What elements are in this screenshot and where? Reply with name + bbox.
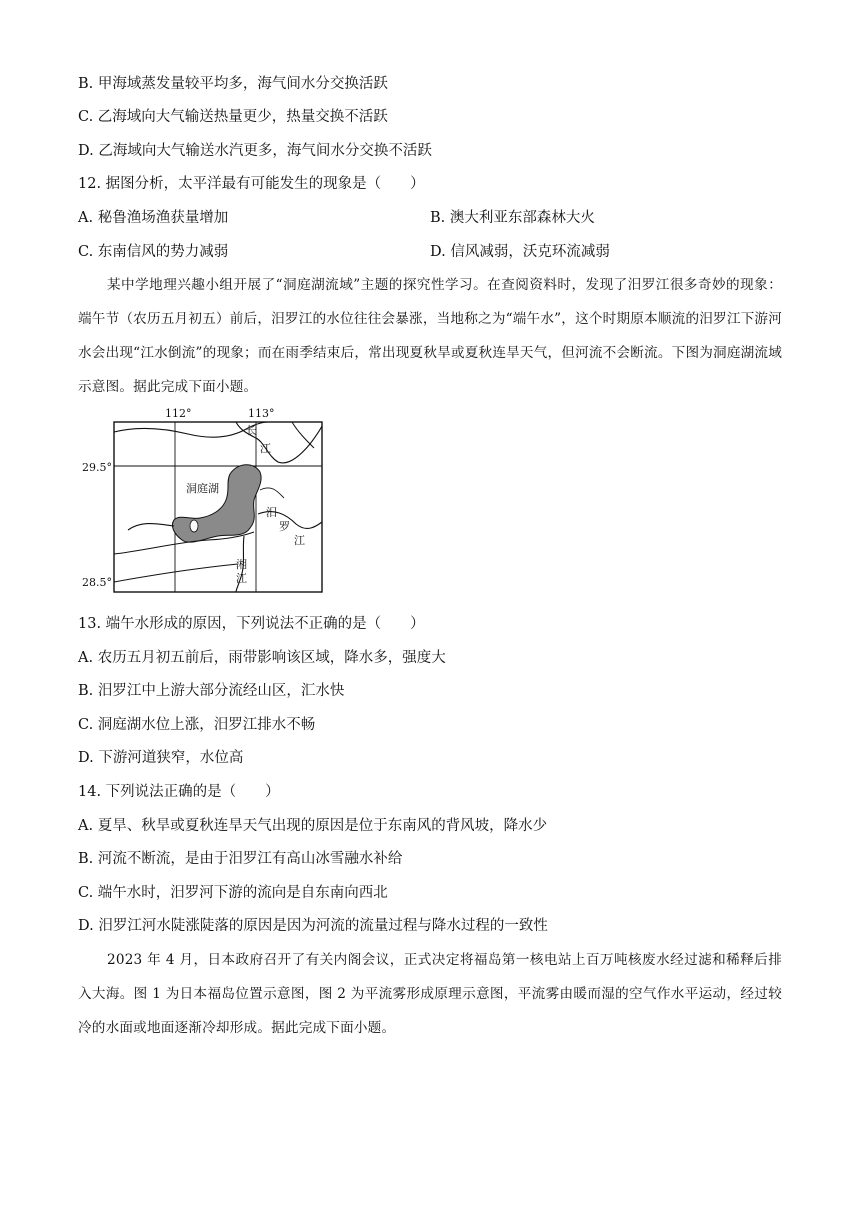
lat-label-28-5: 28.5°	[82, 576, 112, 589]
southwest-river	[114, 564, 238, 582]
lake-island	[190, 520, 198, 532]
q14-option-a: A. 夏旱、秋旱或夏秋连旱天气出现的原因是位于东南风的背风坡，降水少	[78, 818, 548, 834]
miluo-label-2: 罗	[279, 520, 290, 533]
q13-stem: 13. 端午水形成的原因，下列说法不正确的是（ ）	[78, 616, 425, 632]
q13-option-c: C. 洞庭湖水位上涨，汨罗江排水不畅	[78, 717, 316, 733]
yangtze-tributary	[292, 422, 314, 448]
miluo-tributary	[260, 488, 284, 498]
dongting-lake-shape	[172, 465, 261, 542]
xiang-label-1: 湘	[236, 558, 247, 571]
changjiang-label-2: 江	[260, 442, 271, 455]
q11-option-c: C. 乙海域向大气输送热量更少，热量交换不活跃	[78, 109, 388, 125]
dongting-lake-label: 洞庭湖	[186, 482, 219, 495]
yangtze-river-bank-1	[114, 422, 268, 437]
intro-paragraph-fukushima: 2023 年 4 月，日本政府召开了有关内阁会议，正式决定将福岛第一核电站上百万吨核废水经过滤和稀释后排入大海。图 1 为日本福岛位置示意图，图 2 为平流雾形成原理示意图，平流雾由暖而湿的空气作水平运动，经过较冷的水面或地面逐渐冷却形成。据此完成下面小题。	[78, 952, 782, 1036]
q13-option-b: B. 汨罗江中上游大部分流经山区，汇水快	[78, 683, 345, 699]
miluo-label-1: 汨	[266, 506, 277, 519]
q12-option-c: C. 东南信风的势力减弱	[78, 244, 229, 260]
dongting-lake-map	[78, 404, 328, 600]
q14-option-b: B. 河流不断流，是由于汨罗江有高山冰雪融水补给	[78, 851, 403, 867]
q12-option-b: B. 澳大利亚东部森林大火	[430, 210, 595, 226]
q13-option-a: A. 农历五月初五前后，雨带影响该区域，降水多，强度大	[78, 650, 446, 666]
q12-option-a: A. 秘鲁渔场渔获量增加	[78, 210, 229, 226]
q14-option-c: C. 端午水时，汨罗河下游的流向是自东南向西北	[78, 885, 388, 901]
q14-stem: 14. 下列说法正确的是（ ）	[78, 784, 280, 800]
intro-paragraph-dongting: 某中学地理兴趣小组开展了“洞庭湖流域”主题的探究性学习。在查阅资料时，发现了汨罗江很多奇妙的现象：端午节（农历五月初五）前后，汨罗江的水位往往会暴涨，当地称之为“端午水”，这个时期原本顺流的汨罗江下游河水会出现“江水倒流”的现象；而在雨季结束后，常出现夏秋旱或夏秋连旱天气，但河流不会断流。下图为洞庭湖流域示意图。据此完成下面小题。	[78, 277, 782, 395]
miluo-label-3: 江	[294, 534, 305, 547]
q11-option-b: B. 甲海域蒸发量较平均多，海气间水分交换活跃	[78, 76, 388, 92]
western-river	[128, 524, 174, 531]
q11-option-d: D. 乙海域向大气输送水汽更多，海气间水分交换不活跃	[78, 143, 432, 159]
xiang-label-2: 江	[236, 572, 247, 585]
changjiang-label-1: 长	[246, 424, 257, 437]
lon-label-112: 112°	[165, 407, 192, 420]
lon-label-113: 113°	[248, 407, 275, 420]
q12-stem: 12. 据图分析，太平洋最有可能发生的现象是（ ）	[78, 176, 425, 192]
q13-option-d: D. 下游河道狭窄，水位高	[78, 750, 244, 766]
q14-option-d: D. 汨罗江河水陡涨陡落的原因是因为河流的流量过程与降水过程的一致性	[78, 918, 548, 934]
q12-option-d: D. 信风减弱，沃克环流减弱	[430, 244, 610, 260]
lat-label-29-5: 29.5°	[82, 461, 112, 474]
